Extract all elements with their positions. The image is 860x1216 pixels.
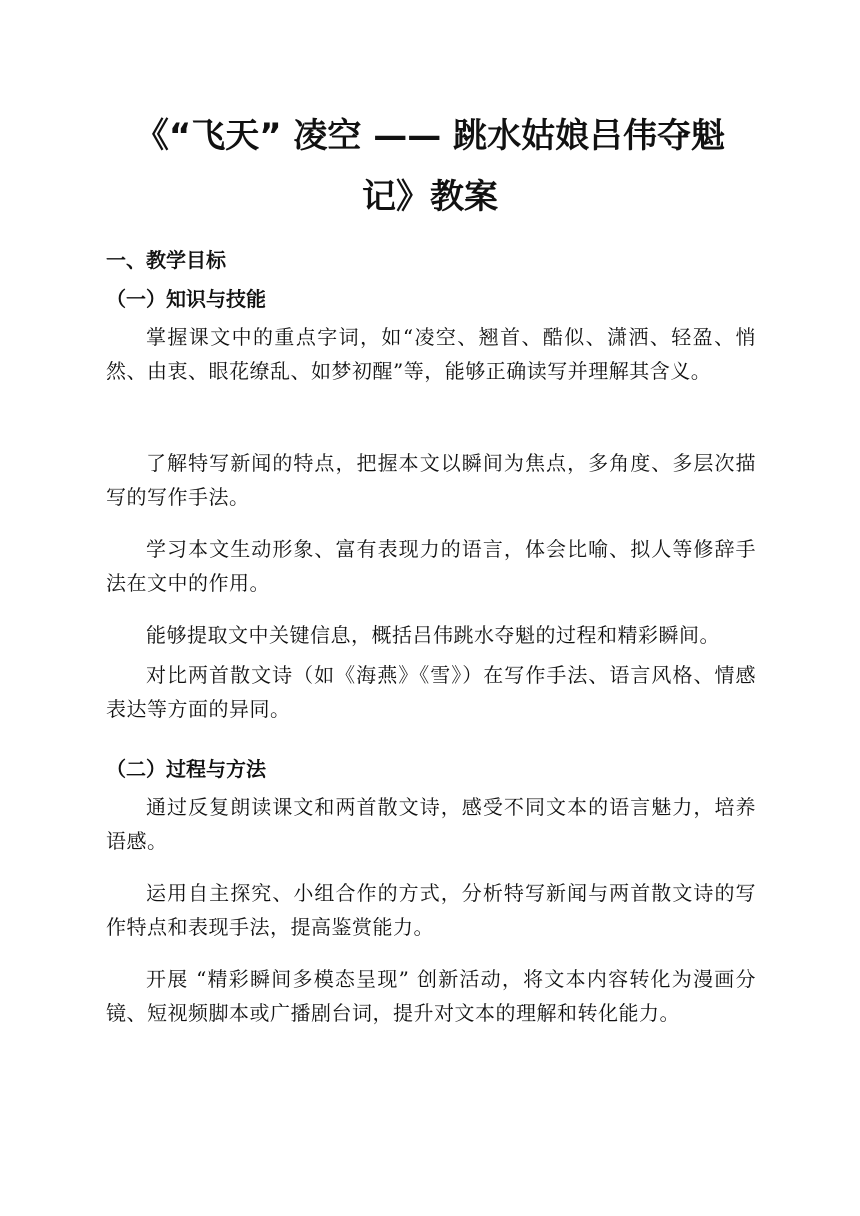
paragraph: 掌握课文中的重点字词，如“凌空、翘首、酷似、潇洒、轻盈、悄然、由衷、眼花缭乱、如梦初醒”等，能够正确读写并理解其含义。 <box>106 325 756 383</box>
subsection-heading-process-methods: （二）过程与方法 <box>106 757 266 781</box>
paragraph: 了解特写新闻的特点，把握本文以瞬间为焦点，多角度、多层次描写的写作手法。 <box>106 451 756 509</box>
section-heading-teaching-goals: 一、教学目标 <box>106 248 226 272</box>
paragraph: 能够提取文中关键信息，概括吕伟跳水夺魁的过程和精彩瞬间。 <box>146 623 720 647</box>
paragraph: 学习本文生动形象、富有表现力的语言，体会比喻、拟人等修辞手法在文中的作用。 <box>106 537 756 595</box>
document-title-line-1: 《“飞天” 凌空 —— 跳水姑娘吕伟夺魁 <box>134 116 726 156</box>
paragraph: 运用自主探究、小组合作的方式，分析特写新闻与两首散文诗的写作特点和表现手法，提高鉴赏能力。 <box>106 881 756 939</box>
document-title-line-2: 记》教案 <box>362 177 498 217</box>
paragraph: 开展 “精彩瞬间多模态呈现” 创新活动，将文本内容转化为漫画分镜、短视频脚本或广播剧台词，提升对文本的理解和转化能力。 <box>106 967 756 1025</box>
paragraph: 对比两首散文诗（如《海燕》《雪》）在写作手法、语言风格、情感表达等方面的异同。 <box>106 663 756 721</box>
paragraph: 通过反复朗读课文和两首散文诗，感受不同文本的语言魅力，培养语感。 <box>106 795 756 853</box>
subsection-heading-knowledge-skills: （一）知识与技能 <box>106 287 266 311</box>
